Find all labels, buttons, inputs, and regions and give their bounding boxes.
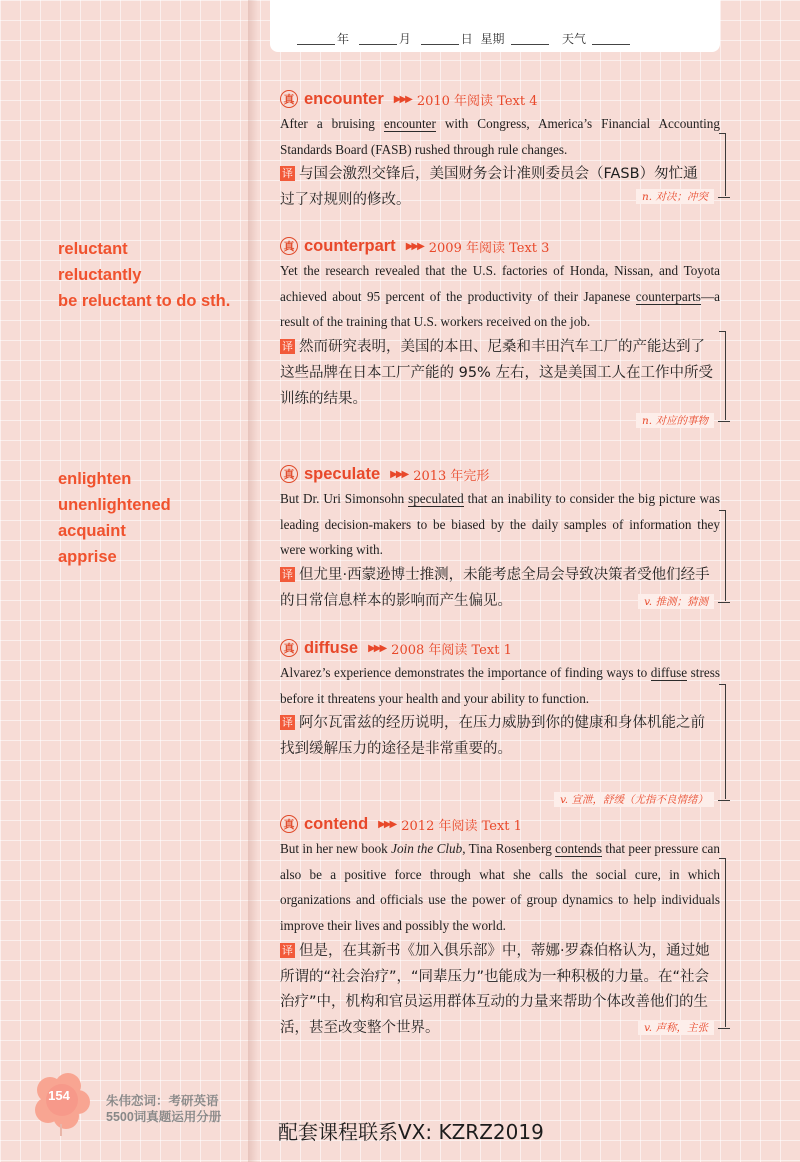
headword: counterpart (304, 236, 396, 255)
margin-word: be reluctant to do sth. (58, 292, 231, 310)
definition-tick (718, 602, 730, 603)
weather-label: 天气 (562, 32, 587, 46)
weather-blank[interactable] (592, 44, 630, 45)
zhen-badge-icon: 真 (280, 639, 298, 657)
entry-header (280, 812, 720, 836)
book-title-footer (106, 1093, 221, 1125)
entry-header (280, 234, 720, 258)
exam-source: 2012 年阅读 Text 1 (401, 818, 522, 834)
english-sentence: But Dr. Uri Simonsohn speculated that an inability to consider the big picture was leading decision-makers to be biased by the daily samples of information they were working with. (280, 491, 720, 558)
definition-label: n. 对决；冲突 (636, 189, 714, 204)
weekday-label: 星期 (480, 32, 505, 46)
margin-word: unenlightened (58, 496, 171, 514)
exam-source: 2009 年阅读 Text 3 (428, 240, 550, 256)
margin-word-group-1 (58, 236, 230, 314)
weekday-blank[interactable] (511, 44, 549, 45)
key-word-underlined: counterparts (635, 288, 701, 304)
definition-tick (718, 421, 730, 422)
definition-tick (718, 800, 730, 801)
chinese-translation: 译 但是，在其新书《加入俱乐部》中，蒂娜·罗森伯格认为，通过她所谓的“社会治疗”，“同辈压力”也能成为一种积极的力量。在“社会治疗”中，机构和官员运用群体互动的力量来帮助个体改善他们的生活，甚至改变整个世界。 (280, 942, 710, 1036)
margin-word-group-2 (58, 466, 171, 570)
day-label: 日 (460, 32, 473, 46)
exam-source: 2013 年完形 (413, 468, 490, 484)
margin-word: apprise (58, 548, 117, 566)
headword: speculate (304, 464, 381, 483)
definition-tick (718, 1028, 730, 1029)
zhen-badge-icon: 真 (280, 237, 298, 255)
arrows-icon: ▶▶▶ (368, 642, 386, 654)
chinese-translation: 译 与国会激烈交锋后，美国财务会计准则委员会（FASB）匆忙通过了对规则的修改。 (280, 166, 698, 209)
contact-watermark: 配套课程联系VX: KZRZ2019 (278, 1120, 544, 1144)
chinese-translation: 译 但尤里·西蒙逊博士推测，未能考虑全局会导致决策者受他们经手的日常信息样本的影响而产生偏见。 (280, 567, 710, 609)
month-label: 月 (398, 32, 411, 46)
margin-word: reluctant (58, 240, 128, 258)
key-word-underlined: diffuse (650, 665, 688, 680)
arrows-icon: ▶▶▶ (393, 93, 411, 105)
translation-icon: 译 (282, 568, 293, 582)
headword: diffuse (304, 638, 359, 657)
bracket-line (719, 133, 726, 196)
chinese-translation: 译 阿尔瓦雷兹的经历说明，在压力威胁到你的健康和身体机能之前找到缓解压力的途径是非常重要的。 (280, 715, 705, 758)
page-spine-shadow (248, 0, 258, 1162)
book-title: Join the Club (391, 841, 463, 856)
entry-header (280, 462, 720, 486)
book-title-line2: 5500词真题运用分册 (106, 1110, 222, 1124)
vocab-entry-encounter (280, 87, 720, 214)
chinese-translation: 译 然而研究表明，美国的本田、尼桑和丰田汽车工厂的产能达到了这些品牌在日本工厂产能的 95% 左右，这是美国工人在工作中所受训练的结果。 (280, 339, 713, 407)
year-blank[interactable] (297, 44, 335, 45)
definition-label: v. 声称，主张 (638, 1020, 714, 1035)
exam-source: 2010 年阅读 Text 4 (416, 93, 538, 109)
vocab-entry-contend (280, 812, 720, 1042)
translation-icon: 译 (282, 943, 293, 957)
month-blank[interactable] (359, 44, 397, 45)
day-blank[interactable] (421, 44, 459, 45)
definition-label: n. 对应的事物 (636, 413, 714, 428)
headword: encounter (304, 89, 384, 108)
margin-word: enlighten (58, 470, 132, 488)
english-sentence: Alvarez’s experience demonstrates the importance of finding ways to diffuse stress before it threatens your health and your ability to function. (280, 665, 720, 706)
entry-header (280, 636, 720, 660)
page-number-flower-icon (28, 1068, 98, 1138)
zhen-badge-icon: 真 (280, 465, 298, 483)
zhen-badge-icon: 真 (280, 815, 298, 833)
definition-label: v. 推测；猜测 (638, 594, 714, 609)
vocab-entry-speculate (280, 462, 720, 615)
book-title-line1: 朱伟恋词：考研英语 (106, 1094, 219, 1108)
key-word-underlined: encounter (383, 116, 436, 131)
page-number: 154 (48, 1088, 70, 1103)
english-sentence: But in her new book Join the Club, Tina Rosenberg contends that peer pressure can also be a positive force through what she calls the social cure, in which organizations and officials use the power of group dynamics to help individuals improve their lives and possibly the world. (280, 841, 720, 934)
bracket-line (719, 684, 726, 799)
key-word-underlined: speculated (408, 491, 464, 506)
definition-label: v. 宣泄，舒缓（尤指不良情绪） (554, 792, 714, 807)
vocab-entry-counterpart (280, 234, 720, 427)
margin-word: acquaint (58, 522, 126, 540)
date-fill-line (295, 30, 632, 47)
translation-icon: 译 (282, 340, 293, 354)
definition-tick (718, 197, 730, 198)
translation-icon: 译 (282, 716, 293, 730)
bracket-line (719, 331, 726, 420)
english-sentence: After a bruising encounter with Congress, America’s Financial Accounting Standards Board (FASB) rushed through rule changes. (280, 116, 720, 157)
year-label: 年 (337, 32, 350, 46)
zhen-badge-icon: 真 (280, 90, 298, 108)
english-sentence: Yet the research revealed that the U.S. factories of Honda, Nissan, and Toyota achieved about 95 percent of the productivity of their Japanese counterparts—a result of the training that U.S. workers received on the job. (280, 263, 720, 330)
key-word-underlined: contends (555, 841, 602, 856)
margin-word: reluctantly (58, 266, 142, 284)
exam-source: 2008 年阅读 Text 1 (391, 642, 512, 658)
arrows-icon: ▶▶▶ (378, 818, 396, 830)
headword: contend (304, 814, 369, 833)
arrows-icon: ▶▶▶ (405, 240, 423, 252)
vocab-entry-diffuse (280, 636, 720, 806)
bracket-line (719, 858, 726, 1027)
bracket-line (719, 510, 726, 601)
entry-header (280, 87, 720, 111)
translation-icon: 译 (282, 167, 293, 181)
arrows-icon: ▶▶▶ (390, 468, 408, 480)
